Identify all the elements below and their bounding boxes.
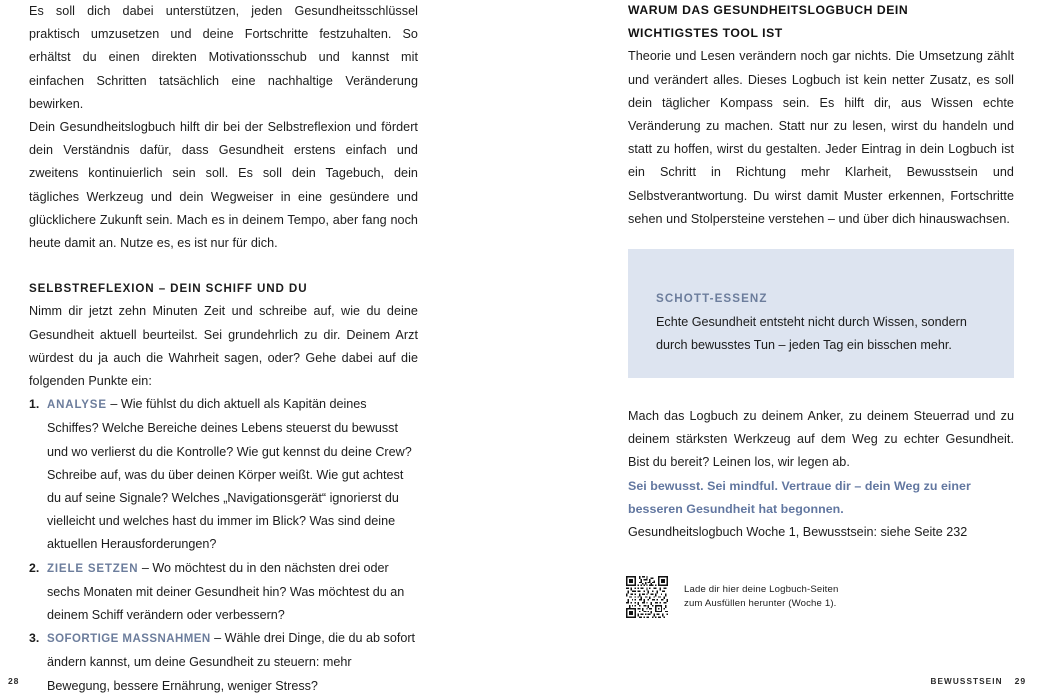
- footer-chapter-name: BEWUSSTSEIN: [930, 677, 1003, 686]
- section-heading-selbstreflexion: SELBSTREFLEXION – DEIN SCHIFF UND DU: [29, 282, 308, 296]
- list-item: [29, 393, 418, 556]
- qr-caption-line-1: Lade dir hier deine Logbuch-Seiten: [684, 584, 839, 596]
- callout-content: [628, 249, 1014, 388]
- step-text: – Wo möchtest du in den nächsten drei oder sechs Monaten mit deiner Gesundheit hin? Was möchtest du an deinem Schiff verändern oder verbessern?: [47, 560, 405, 623]
- paragraph-intro-2: Dein Gesundheitslogbuch hilft dir bei der Selbstreflexion und fördert dein Verständnis dafür, dass Gesundheit erstens einfach und zweitens kontinuierlich sein soll. Es soll dein Tagebuch, dein tägliches Werkzeug und dein Wegweiser in eine gesündere und glücklichere Zukunft sein. Mach es in deinem Tempo, aber fang noch heute damit an. Nutze es, es ist nur für dich.: [29, 120, 418, 251]
- emphasis-text: Sei bewusst. Sei mindful. Vertraue dir – dein Weg zu einer besseren Gesundheit hat begonnen.: [628, 478, 971, 516]
- callout-text: Echte Gesundheit entsteht nicht durch Wissen, sondern durch bewusstes Tun – jeden Tag ein bisschen mehr.: [656, 315, 967, 353]
- section-intro-paragraph: Nimm dir jetzt zehn Minuten Zeit und schreibe auf, wie du deine Gesundheit aktuell beurteilst. Sei grundehrlich zu dir. Deinem Arzt würdest du ja auch die Wahrheit sagen, oder? Gehe dabei auf die folgenden Punkte ein:: [29, 304, 418, 389]
- right-page: [520, 0, 1040, 696]
- paragraph-why-logbook: Theorie und Lesen verändern noch gar nichts. Die Umsetzung zählt und verändert alles. Dieses Logbuch ist kein netter Zusatz, es soll dein täglicher Kompass sein. Es hilft dir, aus Wissen echte Veränderung zu machen. Statt nur zu lesen, wirst du handeln und statt zu hoffen, wirst du gestalten. Jeder Eintrag in dein Logbuch ist ein Schritt in Richtung mehr Klarheit, Bewusstsein und Selbstverantwortung. Du wirst damit Muster erkennen, Fortschritte sehen und Stolpersteine verstehen – und über dich hinauswachsen.: [628, 49, 1014, 226]
- step-text: – Wähle drei Dinge, die du ab sofort ändern kannst, um deine Gesundheit zu steuern: mehr Bewegung, bessere Ernährung, weniger Stress?: [47, 631, 416, 693]
- step-number: 1.: [29, 397, 40, 412]
- qr-code-icon[interactable]: [626, 576, 668, 618]
- paragraph-intro-1: Es soll dich dabei unterstützen, jeden Gesundheitsschlüssel praktisch umzusetzen und deine Fortschritte festzuhalten. So erhältst du einen direkten Motivationsschub und kannst mit einfachen Schritten tatsächlich eine nachhaltige Veränderung bewirken.: [29, 4, 418, 111]
- footer-right: [930, 676, 1026, 686]
- list-item: [29, 627, 418, 698]
- page-title-line-1: WARUM DAS GESUNDHEITSLOGBUCH DEIN: [628, 3, 909, 17]
- reference-line: Gesundheitslogbuch Woche 1, Bewusstsein: siehe Seite 232: [628, 525, 968, 540]
- footer-page-number-right: 29: [1014, 676, 1026, 686]
- reflection-steps-list: [29, 393, 418, 698]
- step-number: 2.: [29, 560, 40, 575]
- right-page-text-column: [628, 0, 1014, 231]
- step-number: 3.: [29, 631, 40, 646]
- footer-page-number-left: 28: [8, 676, 20, 686]
- page-title-line-2: WICHTIGSTES TOOL IST: [628, 26, 783, 41]
- step-label-ziele-setzen: ZIELE SETZEN: [47, 562, 139, 575]
- step-label-sofortige-massnahmen: SOFORTIGE MASSNAHMEN: [47, 633, 211, 646]
- left-page-text-column: [29, 0, 418, 698]
- left-page: [0, 0, 520, 696]
- paragraph-closing: Mach das Logbuch zu deinem Anker, zu deinem Steuerrad und zu deinem stärksten Werkzeug auf dem Weg zu echter Gesundheit. Bist du bereit? Leinen los, wir legen ab.: [628, 409, 1014, 470]
- qr-download-block[interactable]: [626, 576, 838, 618]
- step-text: – Wie fühlst du dich aktuell als Kapitän deines Schiffes? Welche Bereiche deines Lebens steuerst du bewusst und wo verlierst du die Kontrolle? Wie gut kennst du deine Crew? Schreibe auf, was du über deinen Körper weißt. Wie gut achtest du auf seine Signale? Welches „Navigationsgerät“ ignorierst du vielleicht und welches hast du immer im Blick? Was sind deine aktuellen Herausforderungen?: [47, 397, 412, 552]
- list-item: [29, 557, 418, 628]
- right-page-closing-column: [628, 405, 1014, 544]
- callout-schott-essenz: [628, 249, 1014, 378]
- qr-caption-line-2: zum Ausfüllen herunter (Woche 1).: [684, 598, 837, 609]
- callout-title: SCHOTT-ESSENZ: [656, 292, 768, 305]
- qr-caption: [684, 583, 838, 610]
- step-label-analyse: ANALYSE: [47, 399, 107, 412]
